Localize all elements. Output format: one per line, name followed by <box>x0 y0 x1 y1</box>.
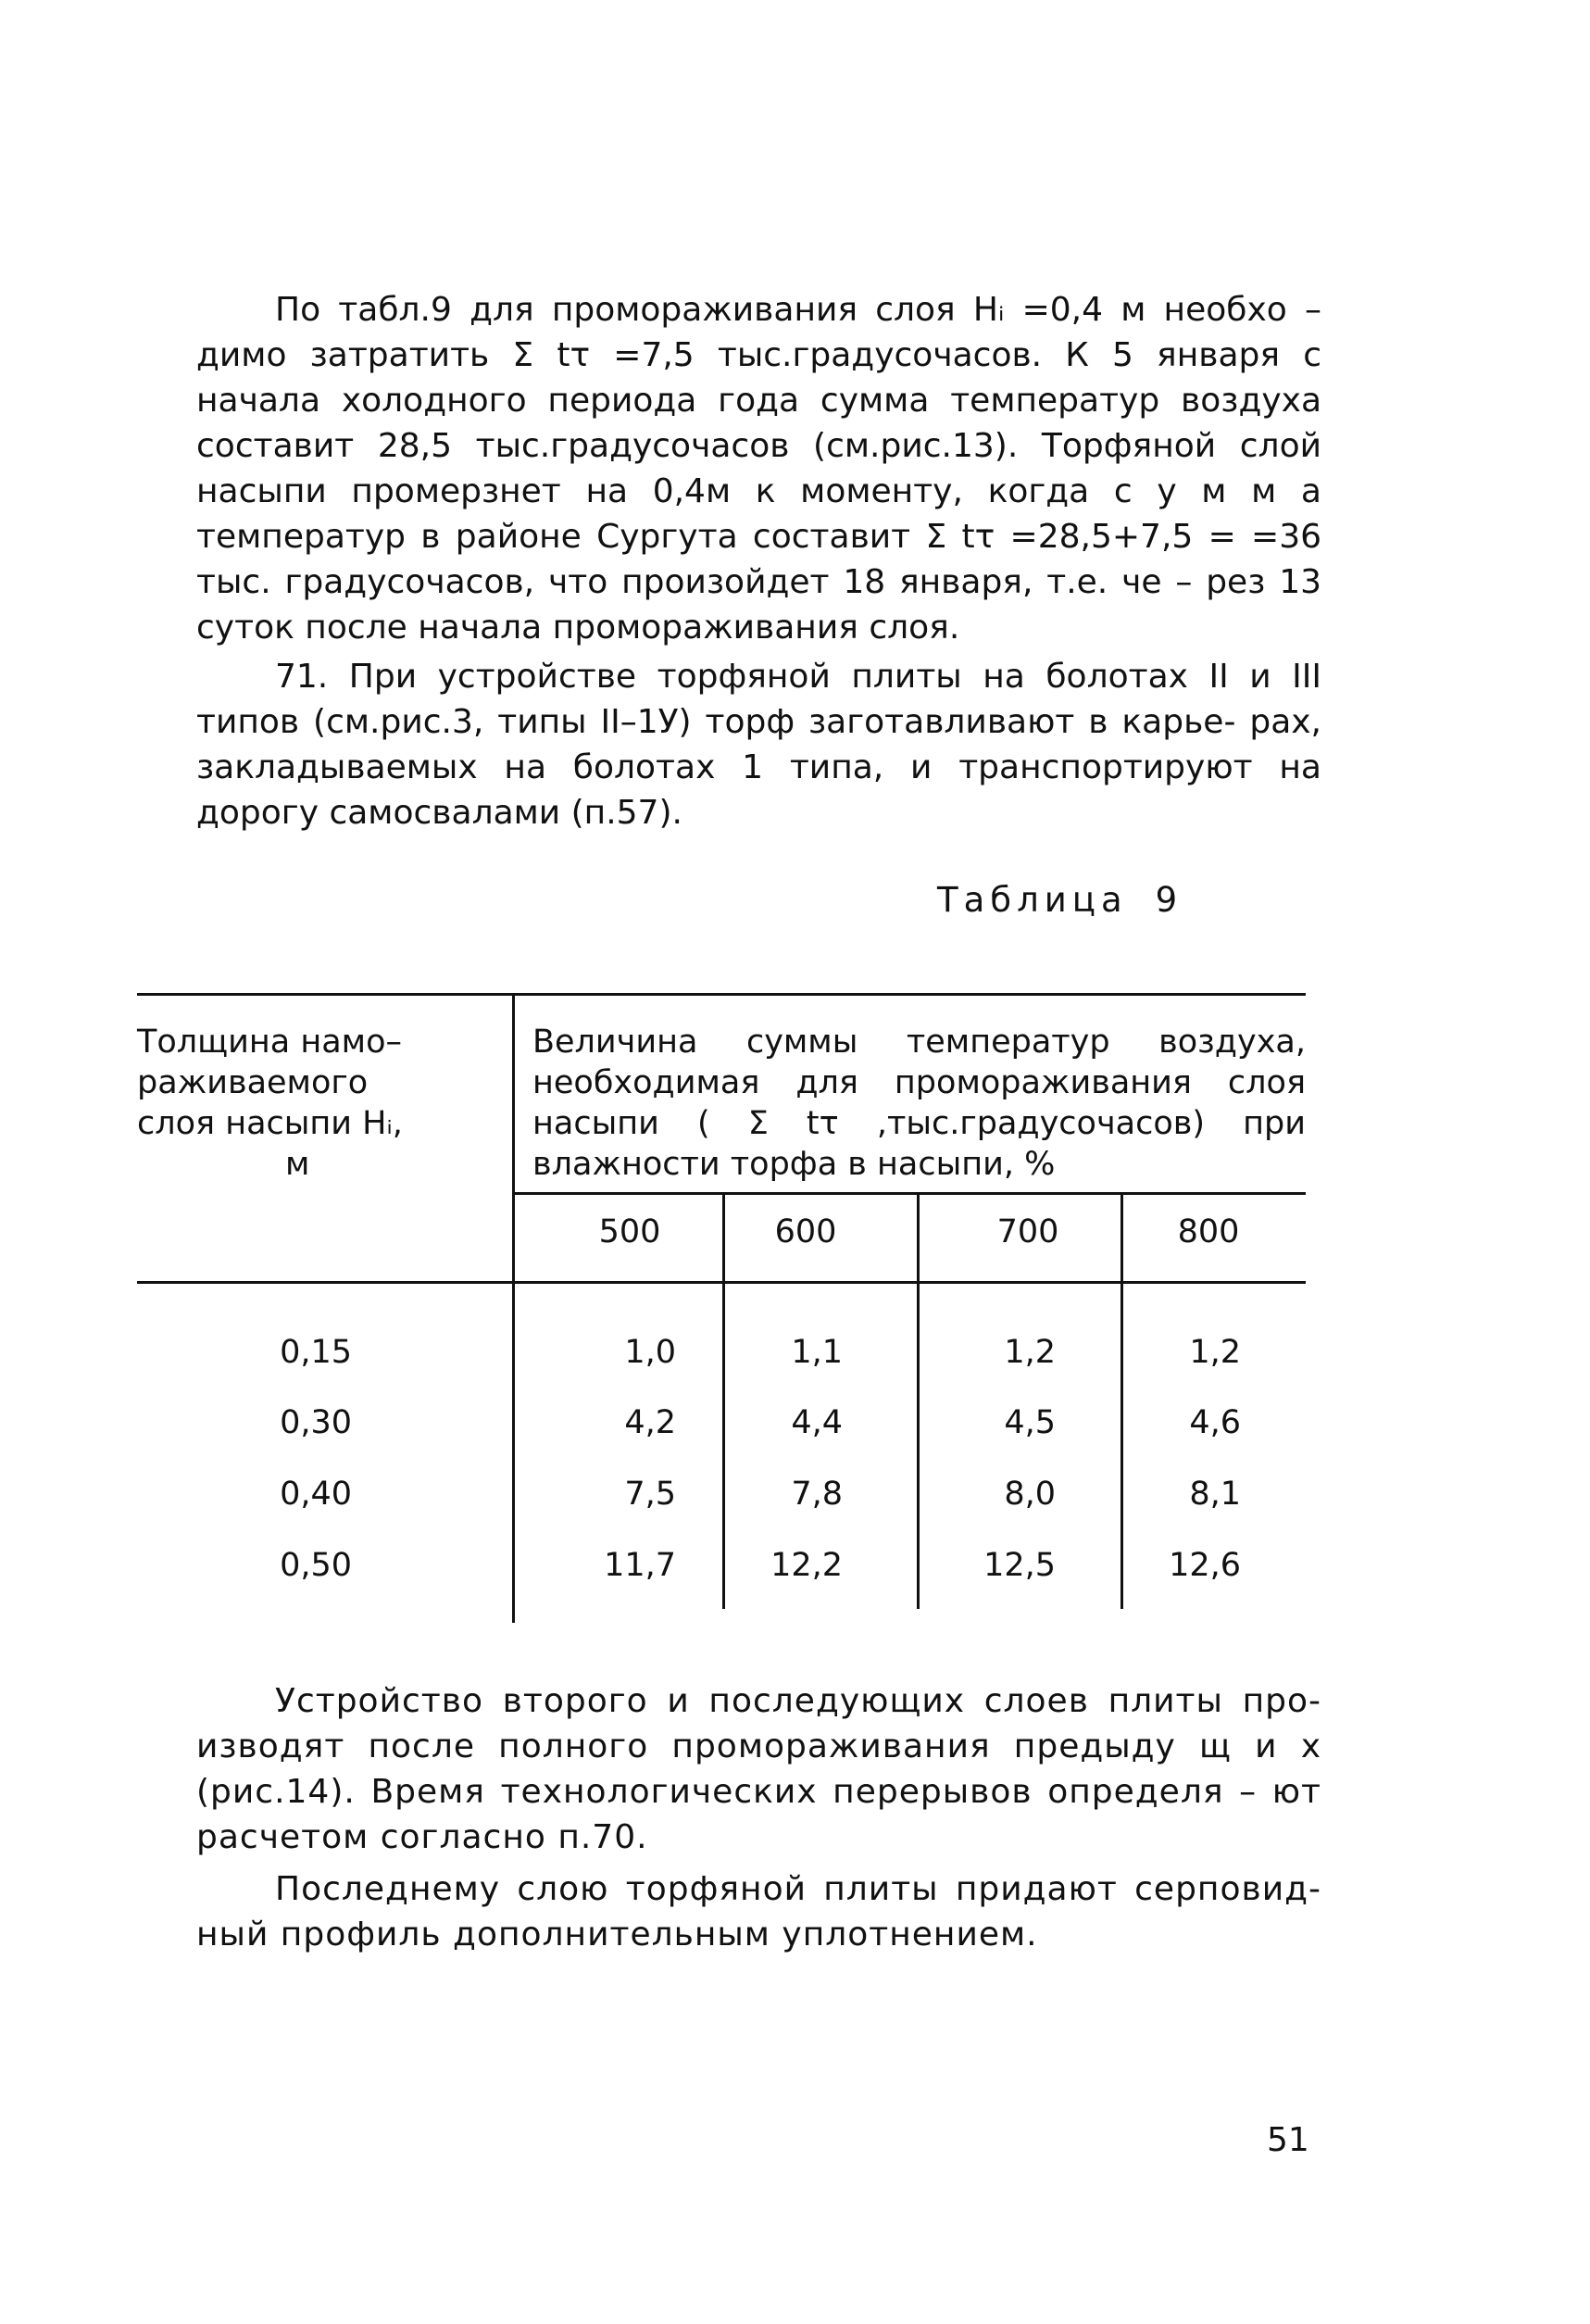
paragraph-71: 71. При устройстве торфяной плиты на болотах II и III типов (см.рис.3, типы II–1У) торф заготавливают в карье- рах, закладываемых на болотах 1 типа, и транспортируют на дорогу самосвалами (п.57). <box>196 658 1321 832</box>
stub-header-line: слоя насыпи Hᵢ, <box>137 1105 403 1142</box>
table-cell: 8,1 <box>1189 1476 1241 1513</box>
table-cell: 8,0 <box>1004 1476 1056 1513</box>
moisture-column-header: 800 <box>1177 1213 1240 1250</box>
paragraph-last-layer: Последнему слою торфяной плиты придают серповид- ный профиль дополнительным уплотнением. <box>196 1870 1321 1953</box>
table-cell: 4,6 <box>1189 1404 1241 1441</box>
table-column-header: Величина суммы температур воздуха, необходимая для промораживания слоя насыпи ( Σ tτ ,тыс.градусочасов) при влажности торфа в насыпи, % <box>532 1024 1306 1183</box>
table-row-thickness: 0,30 <box>280 1404 352 1441</box>
table-cell: 4,5 <box>1004 1404 1056 1441</box>
table-stub-header <box>137 1022 470 1185</box>
table-row-thickness: 0,15 <box>280 1334 352 1371</box>
table-cell: 1,1 <box>791 1334 843 1371</box>
table-cell: 4,4 <box>791 1404 843 1441</box>
table-cell: 4,2 <box>624 1404 676 1441</box>
paragraph-next-layers: Устройство второго и последующих слоев плиты про- изводят после полного промораживания предыду щ и х (рис.14). Время технологических перерывов определя – ют расчетом согласно п.70. <box>196 1682 1321 1856</box>
stub-header-line: м <box>285 1146 310 1183</box>
moisture-column-header: 700 <box>996 1213 1059 1250</box>
table-cell: 12,2 <box>770 1547 843 1584</box>
table-cell: 1,2 <box>1189 1334 1241 1371</box>
table-cell: 1,0 <box>624 1334 676 1371</box>
table-row-thickness: 0,40 <box>280 1476 352 1513</box>
table-cell: 1,2 <box>1004 1334 1056 1371</box>
table-subheader-rule <box>512 1192 1306 1195</box>
table-stub-divider <box>512 993 515 1623</box>
table-caption-number: 9 <box>1155 880 1178 920</box>
table-caption <box>937 880 1177 920</box>
table-top-rule <box>137 993 1306 996</box>
table-row-thickness: 0,50 <box>280 1547 352 1584</box>
table-cell: 12,5 <box>983 1547 1056 1584</box>
table-cell: 7,5 <box>624 1476 676 1513</box>
page-number: 51 <box>1267 2121 1309 2159</box>
table-caption-label: Таблица <box>937 880 1128 920</box>
table-cell: 7,8 <box>791 1476 843 1513</box>
table-cell: 12,6 <box>1169 1547 1241 1584</box>
stub-header-line: Толщина намо– <box>137 1024 402 1061</box>
stub-header-line: раживаемого <box>137 1064 369 1101</box>
paragraph-intro: По табл.9 для промораживания слоя Hᵢ =0,4 м необхо – димо затратить Σ tτ =7,5 тыс.градусочасов. К 5 января с начала холодного периода года сумма температур воздуха составит 28,5 тыс.градусочасов (см.рис.13). Торфяной слой насыпи промерзнет на 0,4м к моменту, когда с у м м а температур в районе Сургута составит Σ tτ =28,5+7,5 = =36 тыс. градусочасов, что произойдет 18 января, т.е. че – рез 13 суток после начала промораживания слоя. <box>196 291 1321 647</box>
table-header-bottom-rule <box>137 1281 1306 1284</box>
moisture-column-header: 600 <box>774 1213 837 1250</box>
moisture-column-header: 500 <box>598 1213 661 1250</box>
table-cell: 11,7 <box>604 1547 676 1584</box>
